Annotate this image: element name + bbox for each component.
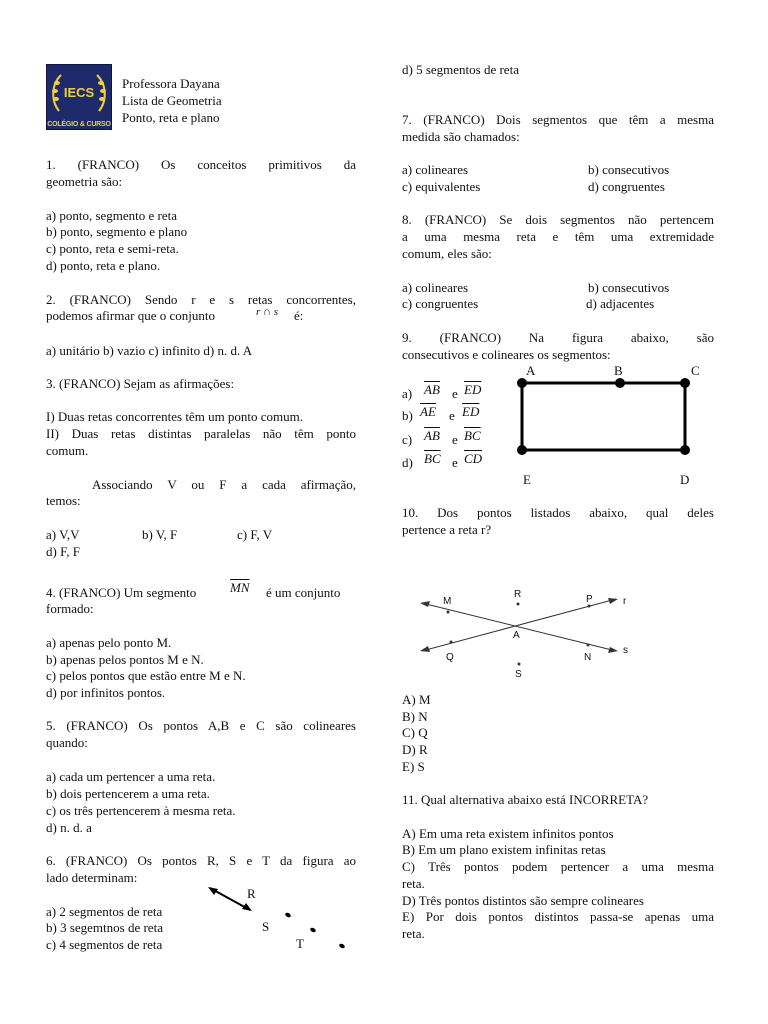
q6-dot-1 [284, 912, 291, 918]
school-logo [46, 64, 112, 130]
q6-figure [200, 880, 360, 960]
q9-stem-line1: 9. (FRANCO) Na figura abaixo, são [402, 330, 714, 345]
q7-stem-line2: medida são chamados: [402, 129, 520, 144]
header-topic: Ponto, reta e plano [122, 110, 220, 125]
q10-option-c: C) Q [402, 725, 428, 740]
q6-stem-line1: 6. (FRANCO) Os pontos R, S e T da figura ao [46, 853, 356, 868]
q11-option-a: A) Em uma reta existem infinitos pontos [402, 826, 614, 841]
q9-option-c-conj: e [452, 432, 458, 447]
q5-option-a: a) cada um pertencer a uma reta. [46, 769, 216, 784]
q8-option-a: a) colineares [402, 280, 469, 295]
q9-stem-line2: consecutivos e colineares os segmentos: [402, 347, 611, 362]
q7-option-b: b) consecutivos [588, 162, 670, 177]
q11-stem: 11. Qual alternativa abaixo está INCORRETA? [402, 792, 649, 807]
q9-option-b-label: b) [402, 408, 413, 423]
q9-point-a [517, 378, 527, 388]
q10-label-n: N [584, 652, 592, 663]
q10-option-d: D) R [402, 742, 428, 757]
q10-point-m [447, 611, 450, 614]
q8-option-d: d) adjacentes [586, 296, 655, 311]
q9-point-e [517, 445, 527, 455]
q4-segment-mn: $\overline{MN}$ [230, 580, 250, 595]
q10-label-s: S [515, 669, 522, 680]
q3-statement-2-line2: comum. [46, 443, 89, 458]
q3-option-b: b) V, F [142, 527, 178, 542]
q6-arrow-left-icon [208, 887, 218, 895]
q10-label-q: Q [446, 652, 454, 663]
q9-option-c-seg1: $\overline{AB}$ [424, 428, 440, 443]
q10-point-n [587, 644, 590, 647]
q4-option-d: d) por infinitos pontos. [46, 685, 166, 700]
q10-label-p: P [586, 594, 593, 605]
q2-options: a) unitário b) vazio c) infinito d) n. d. A [46, 343, 253, 358]
q9-option-b-conj: e [449, 408, 455, 423]
q1-stem-line1: 1. (FRANCO) Os conceitos primitivos da [46, 157, 356, 172]
q9-rectangle-figure [515, 375, 695, 460]
q9-option-a-label: a) [402, 386, 413, 401]
q8-stem-line3: comum, eles são: [402, 246, 492, 261]
q8-option-c: c) congruentes [402, 296, 479, 311]
q7-option-a: a) colineares [402, 162, 469, 177]
q2-stem-line1: 2. (FRANCO) Sendo r e s retas concorrentes, [46, 292, 356, 307]
q4-option-b: b) apenas pelos pontos M e N. [46, 652, 204, 667]
q10-arrow-icon [608, 647, 618, 653]
q1-option-a: a) ponto, segmento e reta [46, 208, 178, 223]
q9-option-a-conj: e [452, 386, 458, 401]
q9-label-b: B [614, 363, 623, 378]
q10-arrow-icon [420, 601, 430, 607]
q1-stem-line2: geometria são: [46, 174, 123, 189]
q9-point-c [680, 378, 690, 388]
q6-option-a: a) 2 segmentos de reta [46, 904, 163, 919]
q2-stem-line2: podemos afirmar que o conjunto [46, 308, 215, 323]
q5-option-d: d) n. d. a [46, 820, 92, 835]
q5-option-b: b) dois pertencerem a uma reta. [46, 786, 210, 801]
header-teacher: Professora Dayana [122, 76, 220, 91]
q6-label-t: T [296, 936, 304, 951]
header-list: Lista de Geometria [122, 93, 222, 108]
q3-option-d: d) F, F [46, 544, 80, 559]
q6-label-s: S [262, 919, 270, 934]
q4-stem-line2: formado: [46, 601, 94, 616]
q6-stem-line2: lado determinam: [46, 870, 138, 885]
q4-stem-line1: 4. (FRANCO) Um segmento [46, 585, 197, 600]
q1-option-b: b) ponto, segmento e plano [46, 224, 188, 239]
q10-point-q [450, 641, 453, 644]
q4-stem-line1-end: é um conjunto [266, 585, 341, 600]
q9-option-d-conj: e [452, 455, 458, 470]
q5-stem-line1: 5. (FRANCO) Os pontos A,B e C são colineares [46, 718, 356, 733]
q1-option-c: c) ponto, reta e semi-reta. [46, 241, 179, 256]
q10-label-line-s: s [623, 645, 628, 656]
q6-label-r: R [247, 886, 256, 901]
q6-dot-3 [338, 943, 345, 949]
q8-option-b: b) consecutivos [588, 280, 670, 295]
q9-label-d: D [680, 472, 690, 487]
q2-set-expression: r ∩ s [256, 306, 279, 318]
q11-option-b: B) Em um plano existem infinitas retas [402, 842, 606, 857]
q5-option-c: c) os três pertencerem à mesma reta. [46, 803, 236, 818]
q9-option-c-label: c) [402, 432, 413, 447]
q10-label-r: R [514, 589, 522, 600]
q3-statement-2-line1: II) Duas retas distintas paralelas não têm ponto [46, 426, 356, 441]
q7-option-d: d) congruentes [588, 179, 665, 194]
q4-option-a: a) apenas pelo ponto M. [46, 635, 172, 650]
q9-point-d [680, 445, 690, 455]
q10-label-a: A [513, 630, 520, 641]
q3-option-c: c) F, V [237, 527, 273, 542]
q3-assoc-line2: temos: [46, 493, 81, 508]
logo-text: IECS [63, 85, 95, 100]
q3-assoc-line1: Associando V ou F a cada afirmação, [92, 477, 356, 492]
q9-option-d-seg1: $\overline{BC}$ [424, 451, 441, 466]
q11-option-e-line1: E) Por dois pontos distintos passa-se apenas uma [402, 909, 714, 924]
q3-option-a: a) V,V [46, 527, 80, 542]
q10-stem-line2: pertence a reta r? [402, 522, 492, 537]
q9-point-b [615, 378, 625, 388]
q10-option-e: E) S [402, 759, 425, 774]
q9-option-a-seg2: $\overline{ED}$ [464, 382, 482, 397]
q5-stem-line2: quando: [46, 735, 88, 750]
q11-option-d: D) Três pontos distintos são sempre colineares [402, 893, 644, 908]
q10-label-line-r: r [623, 596, 627, 607]
q11-option-e-line2: reta. [402, 926, 425, 941]
q1-option-d: d) ponto, reta e plano. [46, 258, 161, 273]
q3-statement-1: I) Duas retas concorrentes têm um ponto comum. [46, 409, 304, 424]
q11-option-c-line2: reta. [402, 876, 425, 891]
q11-option-c-line1: C) Três pontos podem pertencer a uma mesma [402, 859, 714, 874]
q8-stem-line1: 8. (FRANCO) Se dois segmentos não pertencem [402, 212, 714, 227]
q8-stem-line2: a uma mesma reta e têm uma extremidade [402, 229, 714, 244]
q10-arrow-icon [608, 598, 618, 604]
q10-option-a: A) M [402, 692, 431, 707]
q6-option-c: c) 4 segmentos de reta [46, 937, 163, 952]
q9-label-a: A [526, 363, 536, 378]
q9-option-c-seg2: $\overline{BC}$ [464, 428, 481, 443]
q10-option-b: B) N [402, 709, 428, 724]
q9-rectangle [522, 383, 685, 450]
q6-option-d: d) 5 segmentos de reta [402, 62, 519, 77]
q9-option-d-seg2: $\overline{CD}$ [464, 451, 483, 466]
q9-option-b-seg1: $\overline{AE}$ [420, 404, 436, 419]
q10-arrow-icon [420, 646, 430, 652]
q7-option-c: c) equivalentes [402, 179, 481, 194]
q6-arrow-right-icon [242, 903, 252, 911]
q10-point-s [518, 663, 521, 666]
q9-label-e: E [523, 472, 531, 487]
q9-option-d-label: d) [402, 455, 413, 470]
q6-dot-2 [309, 927, 316, 933]
q2-stem-line2-end: é: [294, 308, 304, 323]
q4-option-c: c) pelos pontos que estão entre M e N. [46, 668, 246, 683]
q9-option-b-seg2: $\overline{ED}$ [462, 404, 480, 419]
q7-stem-line1: 7. (FRANCO) Dois segmentos que têm a mesma [402, 112, 714, 127]
q10-stem-line1: 10. Dos pontos listados abaixo, qual deles [402, 505, 714, 520]
q9-label-c: C [691, 363, 700, 378]
q9-option-a-seg1: $\overline{AB}$ [424, 382, 440, 397]
q3-stem: 3. (FRANCO) Sejam as afirmações: [46, 376, 235, 391]
q10-label-m: M [443, 596, 452, 607]
q6-option-b: b) 3 segemtnos de reta [46, 920, 163, 935]
logo-subtext: COLÉGIO & CURSO [47, 121, 111, 128]
